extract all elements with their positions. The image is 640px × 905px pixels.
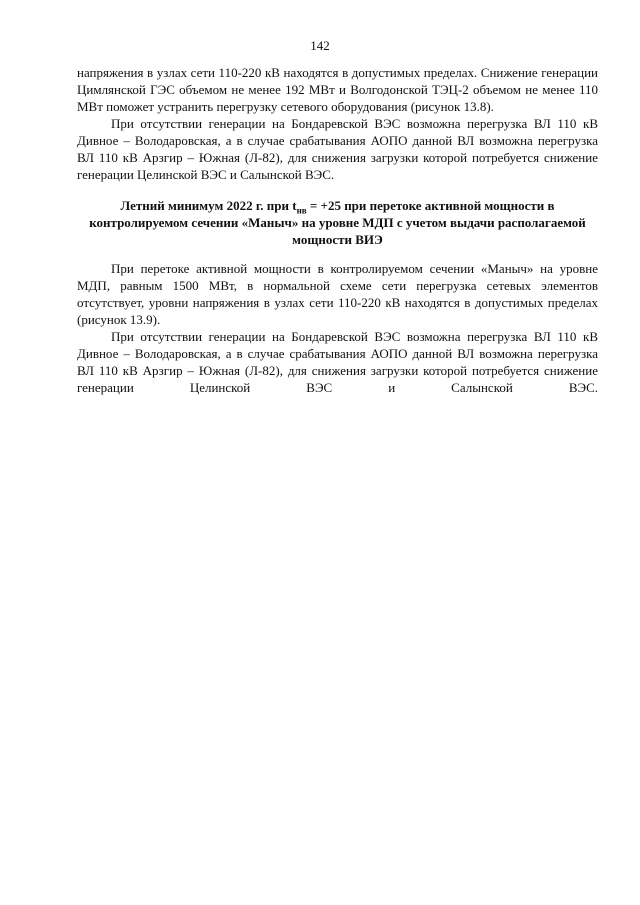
document-body: [77, 64, 598, 396]
heading-part2: = +25 при перетоке активной мощности в контролируемом сечении «Маныч» на уровне МДП с учетом выдачи располагаемой мощности ВИЭ: [89, 198, 586, 247]
heading-part1: Летний минимум 2022 г. при t: [120, 198, 297, 213]
paragraph-continuation: напряжения в узлах сети 110-220 кВ находятся в допустимых пределах. Снижение генерации Цимлянской ГЭС объемом не менее 192 МВт и Волгодонской ТЭЦ-2 объемом не менее 110 МВт поможет устранить перегрузку сетевого оборудования (рисунок 13.8).: [77, 65, 598, 114]
section-heading: [77, 197, 598, 248]
paragraph-manych-flow: При перетоке активной мощности в контролируемом сечении «Маныч» на уровне МДП, равным 1500 МВт, в нормальной схеме сети перегрузка сетевых элементов отсутствует, уровни напряжения в узлах сети 110-220 кВ находятся в допустимых пределах (рисунок 13.9).: [77, 261, 598, 327]
heading-subscript: нв: [296, 205, 307, 216]
paragraph-bondarevskaya-outage: При отсутствии генерации на Бондаревской ВЭС возможна перегрузка ВЛ 110 кВ Дивное – Володаровская, а в случае срабатывания АОПО данной ВЛ возможна перегрузка ВЛ 110 кВ Арзгир – Южная (Л-82), для снижения загрузки которой потребуется снижение генерации Целинской ВЭС и Салынской ВЭС.: [77, 116, 598, 182]
paragraph-bondarevskaya-outage-2: При отсутствии генерации на Бондаревской ВЭС возможна перегрузка ВЛ 110 кВ Дивное – Володаровская, а в случае срабатывания АОПО данной ВЛ возможна перегрузка ВЛ 110 кВ Арзгир – Южная (Л-82), для снижения загрузки которой потребуется снижение генерации Целинской ВЭС и Салынской ВЭС.: [77, 329, 598, 395]
page-number: 142: [310, 38, 330, 53]
